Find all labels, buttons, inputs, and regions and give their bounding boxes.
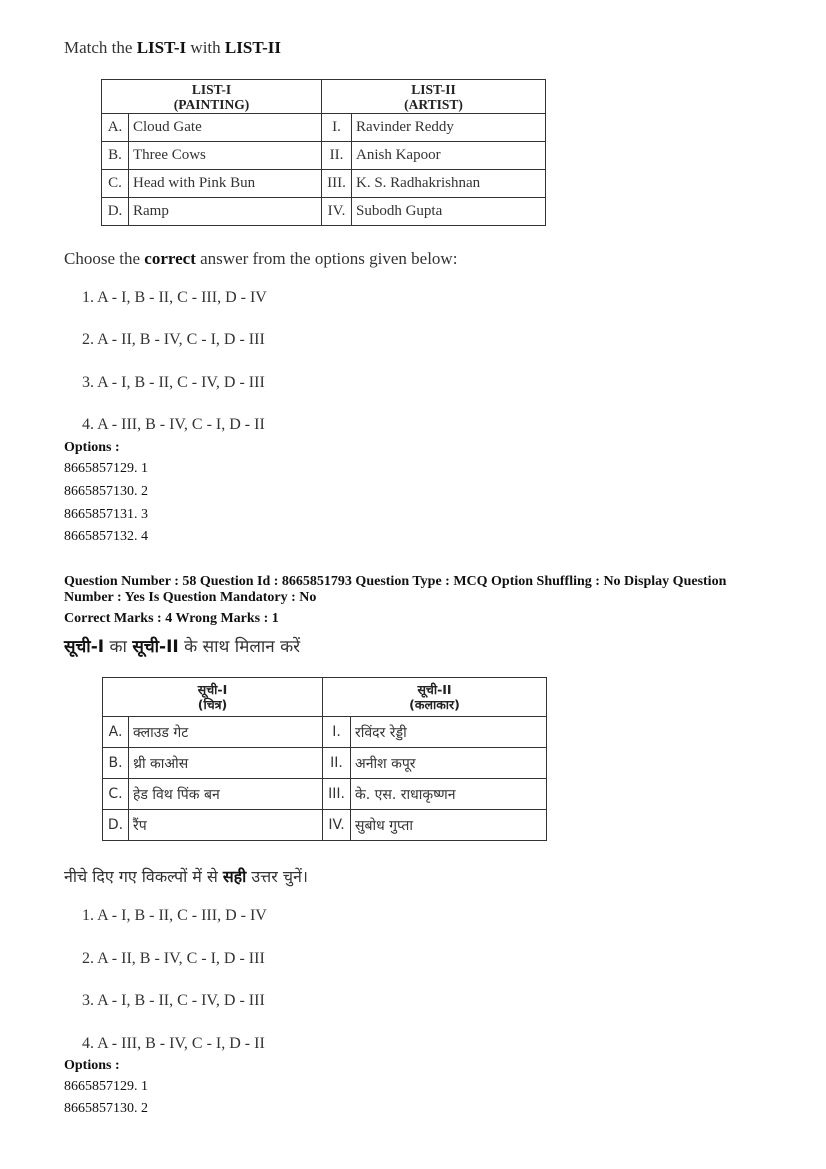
option-id-1: 8665857129. 1 [64,1079,148,1094]
question-meta-line: Question Number : 58 Question Id : 8665851793 Question Type : MCQ Option Shuffling : No Display Question [64,574,727,589]
table-header-list1: LIST-I (PAINTING) [102,80,322,114]
painting-cell: रैंप [129,810,323,841]
row-key: II. [323,748,351,779]
options-label: Options : [64,1058,120,1073]
option-id-2: 8665857130. 2 [64,484,148,499]
row-key: I. [322,114,352,142]
row-key: D. [102,198,129,226]
row-key: I. [323,717,351,748]
row-key: III. [322,170,352,198]
artist-cell: अनीश कपूर [351,748,547,779]
question-prompt [64,38,281,58]
painting-cell: Ramp [129,198,322,226]
table-header-row [102,80,546,114]
row-key: A. [102,114,129,142]
answer-choice-4: 4. A - III, B - IV, C - I, D - II [82,416,265,433]
row-key: B. [102,142,129,170]
answer-choice-2: 2. A - II, B - IV, C - I, D - III [82,950,265,967]
artist-cell: Anish Kapoor [352,142,546,170]
artist-cell: Ravinder Reddy [352,114,546,142]
row-key: C. [103,779,129,810]
choose-instruction: Choose the correct answer from the options given below: [64,249,458,268]
table-row [102,198,546,226]
painting-cell: Cloud Gate [129,114,322,142]
painting-cell: थ्री काओस [129,748,323,779]
match-table [101,79,546,226]
table-header-list2: सूची-II (कलाकार) [323,678,547,717]
table-row [102,114,546,142]
table-header-list2: LIST-II (ARTIST) [322,80,546,114]
painting-cell: Three Cows [129,142,322,170]
option-id-3: 8665857131. 3 [64,507,148,522]
question-meta-line: Number : Yes Is Question Mandatory : No [64,590,317,605]
marks-info: Correct Marks : 4 Wrong Marks : 1 [64,611,279,626]
choose-instruction-hindi: नीचे दिए गए विकल्पों में से सही उत्तर चुनें। [64,867,308,886]
option-id-4: 8665857132. 4 [64,529,148,544]
match-table-hindi [102,677,547,841]
answer-choice-1: 1. A - I, B - II, C - III, D - IV [82,907,267,924]
table-header-list1: सूची-I (चित्र) [103,678,323,717]
row-key: C. [102,170,129,198]
table-row [103,717,547,748]
table-row [103,748,547,779]
row-key: IV. [323,810,351,841]
prompt-bold-list1: LIST-I [136,38,187,57]
prompt-text: with [186,38,225,57]
row-key: IV. [322,198,352,226]
artist-cell: रविंदर रेड्डी [351,717,547,748]
artist-cell: Subodh Gupta [352,198,546,226]
prompt-bold-list2: LIST-II [224,38,281,57]
options-label: Options : [64,440,120,455]
painting-cell: हेड विथ पिंक बन [129,779,323,810]
painting-cell: क्लाउड गेट [129,717,323,748]
table-row [103,810,547,841]
prompt-text: Match the [64,38,137,57]
artist-cell: K. S. Radhakrishnan [352,170,546,198]
table-header-row [103,678,547,717]
answer-choice-3: 3. A - I, B - II, C - IV, D - III [82,992,265,1009]
option-id-2: 8665857130. 2 [64,1101,148,1116]
table-row [102,170,546,198]
row-key: D. [103,810,129,841]
artist-cell: के. एस. राधाकृष्णन [351,779,547,810]
row-key: B. [103,748,129,779]
question-meta [64,574,804,606]
painting-cell: Head with Pink Bun [129,170,322,198]
answer-choice-1: 1. A - I, B - II, C - III, D - IV [82,289,267,306]
row-key: III. [323,779,351,810]
table-row [103,779,547,810]
table-row [102,142,546,170]
answer-choice-3: 3. A - I, B - II, C - IV, D - III [82,374,265,391]
row-key: A. [103,717,129,748]
artist-cell: सुबोध गुप्ता [351,810,547,841]
option-id-1: 8665857129. 1 [64,461,148,476]
answer-choice-4: 4. A - III, B - IV, C - I, D - II [82,1035,265,1052]
question-prompt-hindi: सूची-I का सूची-II के साथ मिलान करें [64,637,301,657]
row-key: II. [322,142,352,170]
answer-choice-2: 2. A - II, B - IV, C - I, D - III [82,331,265,348]
